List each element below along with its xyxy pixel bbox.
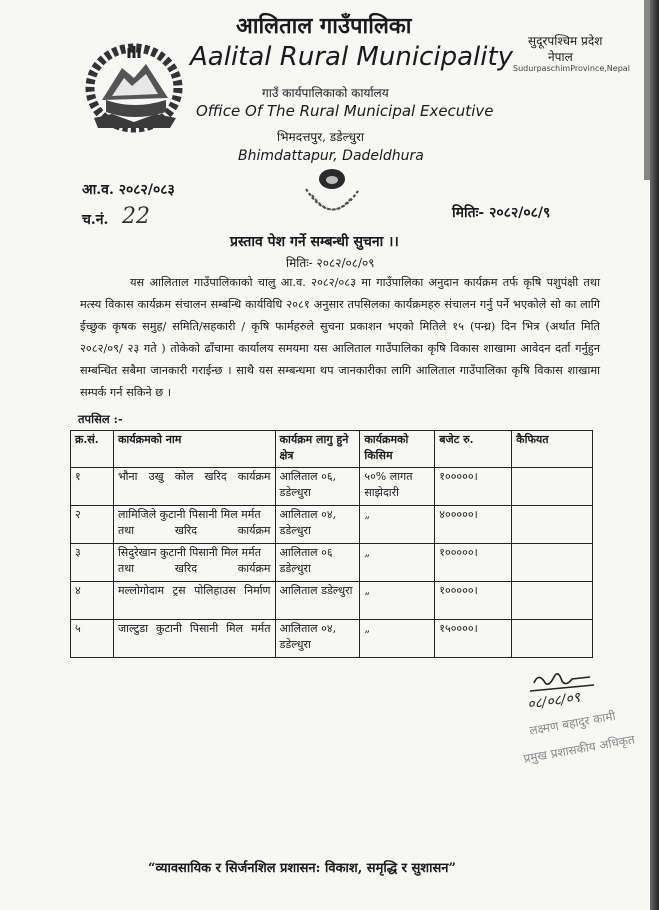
- cell-program-name: सिदुरेखान कुटानी पिसानी मिल मर्मत तथा खरिद कार्यक्रम: [113, 544, 275, 582]
- address-en: Bhimdattapur, Dadeldhura: [238, 148, 424, 164]
- cell-remarks: [512, 506, 593, 544]
- cell-budget: १५००००।: [435, 620, 512, 658]
- table-row: [71, 506, 593, 544]
- schedule-label: तपसिल :-: [78, 412, 123, 426]
- table-row: [71, 582, 593, 620]
- cell-type: „: [360, 582, 435, 620]
- cell-area: आलिताल ०४, डडेल्धुरा: [275, 506, 360, 544]
- table-row: [71, 620, 593, 658]
- office-name-en: Office Of The Rural Municipal Executive: [196, 102, 494, 120]
- nepal-emblem-logo: [82, 38, 186, 136]
- header-budget: बजेट रु.: [435, 431, 512, 468]
- cell-area: आलिताल ०६, डडेल्धुरा: [275, 468, 360, 506]
- province-en: SudurpaschimProvince,Nepal: [513, 64, 630, 73]
- cell-serial: ५: [71, 620, 114, 658]
- cell-type: ५०% लागत साझेदारी: [360, 468, 435, 506]
- notice-body: [80, 272, 600, 404]
- fiscal-year: आ.व. २०८२/०८३: [82, 182, 175, 198]
- header-program-name: कार्यक्रमको नाम: [113, 431, 275, 468]
- header-area: कार्यक्रम लागु हुने क्षेत्र: [275, 431, 360, 468]
- province-np: सुदूरपश्चिम प्रदेश: [528, 34, 603, 48]
- officer-name-stamp: लक्ष्मण बहादुर कामी: [528, 708, 617, 738]
- cell-program-name: लामिजिले कुटानी पिसानी मिल मर्मत तथा खरिद कार्यक्रम: [113, 506, 275, 544]
- address-np: भिमदत्तपुर, डडेल्धुरा: [277, 130, 364, 144]
- cell-program-name: मल्लोगोदाम ट्रस पोलिहाउस निर्माण: [113, 582, 275, 620]
- header-type: कार्यक्रमको किसिम: [360, 431, 435, 468]
- municipality-name-np: आलिताल गाउँपालिका: [236, 14, 412, 39]
- cell-remarks: [512, 582, 593, 620]
- reference-number: 22: [122, 204, 150, 229]
- table-header-row: [71, 431, 593, 468]
- cell-program-name: जाल्टुडा कुटानी पिसानी मिल मर्मत: [113, 620, 275, 658]
- municipality-name-en: Aalital Rural Municipality: [190, 42, 514, 72]
- office-name-np: गाउँ कार्यपालिकाको कार्यालय: [262, 86, 389, 100]
- scan-edge: [650, 0, 659, 910]
- cell-budget: ४०००००।: [435, 506, 512, 544]
- notice-subject: प्रस्ताव पेश गर्ने सम्बन्धी सुचना ।।: [230, 234, 399, 250]
- cell-program-name: भौना उखु कोल खरिद कार्यक्रम: [113, 468, 275, 506]
- cell-serial: ४: [71, 582, 114, 620]
- office-round-seal: [300, 167, 364, 227]
- table-row: [71, 468, 593, 506]
- cell-remarks: [512, 544, 593, 582]
- cell-remarks: [512, 620, 593, 658]
- cell-type: „: [360, 544, 435, 582]
- program-table: [70, 430, 593, 658]
- cell-serial: २: [71, 506, 114, 544]
- cell-area: आलिताल डडेल्धुरा: [275, 582, 360, 620]
- cell-area: आलिताल ०६ डडेल्धुरा: [275, 544, 360, 582]
- country-np: नेपाल: [548, 50, 573, 64]
- cell-budget: १०००००।: [435, 582, 512, 620]
- header-remarks: कैफियत: [512, 431, 593, 468]
- cell-type: „: [360, 620, 435, 658]
- cell-area: आलिताल ०४, डडेल्धुरा: [275, 620, 360, 658]
- signature-date: ०८/०८/०९: [526, 689, 582, 713]
- cell-serial: ३: [71, 544, 114, 582]
- notice-date: मितिः- २०८२/०८/०९: [286, 256, 375, 270]
- officer-title-stamp: प्रमुख प्रशासकीय अधिकृत: [522, 732, 636, 766]
- cell-budget: १०००००।: [435, 544, 512, 582]
- cell-remarks: [512, 468, 593, 506]
- notice-body-paragraph: यस आलिताल गाउँपालिकाको चालु आ.व. २०८२/०८३ मा गाउँपालिका अनुदान कार्यक्रम तर्फ कृषि पशुपंक्षी तथा मत्स्य विकास कार्यक्रम संचालन सम्बन्धि कार्यविधि २०८१ अनुसार तपसिलका कार्यक्रमहरु संचालन गर्नु पर्ने भएकोले सो का लागि ईच्छुक कृषक समुह/ समिति/सहकारी / कृषि फार्महरुले सुचना प्रकाशन भएको मितिले १५ (पन्ध्र) दिन भित्र (अर्थात मिति २०८२/०९/ २३ गते ) तोकेको ढाँचामा कार्यालय समयमा यस आलिताल गाउँपालिका कृषि विकास शाखामा आवेदन दर्ता गर्नुहुन सम्बन्धित सबैमा जानकारी गराईन्छ । साथै यस सम्बन्धमा थप जानकारीका लागि आलिताल गाउँपालिका कृषि विकास शाखामा सम्पर्क गर्न सकिने छ ।: [80, 276, 600, 399]
- reference-label: च.नं.: [82, 212, 109, 228]
- cell-budget: १०००००।: [435, 468, 512, 506]
- table-row: [71, 544, 593, 582]
- header-serial: क्र.सं.: [71, 431, 114, 468]
- footer-motto: “व्यावसायिक र सिर्जनशिल प्रशासन: विकाश, समृद्धि र सुशासन”: [148, 861, 456, 876]
- cell-type: „: [360, 506, 435, 544]
- letter-date: मितिः- २०८२/०८/९: [452, 205, 551, 221]
- cell-serial: १: [71, 468, 114, 506]
